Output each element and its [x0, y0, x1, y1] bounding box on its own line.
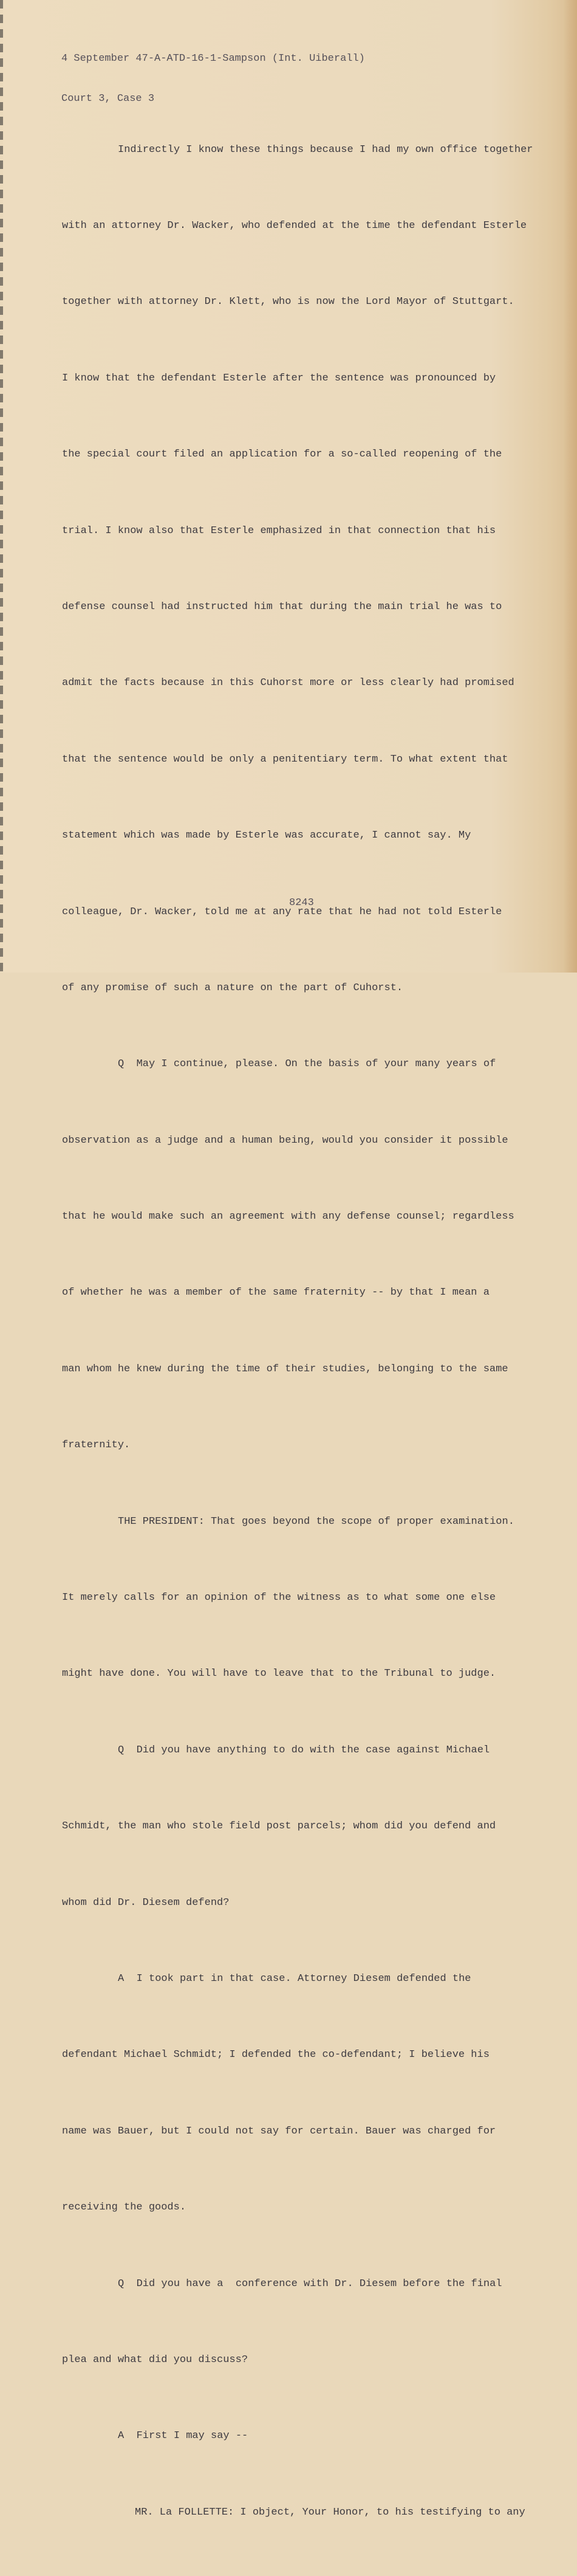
transcript-line: with an attorney Dr. Wacker, who defended at the time the defendant Esterle	[62, 219, 527, 232]
page-number: 8243	[289, 897, 314, 909]
question-line: Q Did you have anything to do with the case against Michael	[118, 1744, 490, 1756]
transcript-line: man whom he knew during the time of their studies, belonging to the same	[62, 1363, 508, 1375]
transcript-line: of any promise of such a nature on the part of Cuhorst.	[62, 982, 403, 994]
transcript-line: admit the facts because in this Cuhorst more or less clearly had promised	[62, 677, 514, 689]
answer-line: A First I may say --	[118, 2430, 248, 2442]
transcript-line: that the sentence would be only a penitentiary term. To what extent that	[62, 753, 508, 765]
transcript-body	[62, 86, 542, 2576]
transcript-line: whom did Dr. Diesem defend?	[62, 1896, 230, 1909]
page-shadow-edge	[564, 0, 577, 973]
transcript-line: name was Bauer, but I could not say for certain. Bauer was charged for	[62, 2125, 496, 2137]
transcript-line: observation as a judge and a human being, would you consider it possible	[62, 1134, 508, 1146]
transcript-line: trial. I know also that Esterle emphasized in that connection that his	[62, 525, 496, 537]
transcript-line: defense counsel had instructed him that during the main trial he was to	[62, 601, 502, 613]
transcript-line: It merely calls for an opinion of the witness as to what some one else	[62, 1592, 496, 1604]
question-line: Q May I continue, please. On the basis of your many years of	[118, 1058, 496, 1070]
transcript-line: plea and what did you discuss?	[62, 2354, 248, 2366]
header-line-date-reference: 4 September 47-A-ATD-16-1-Sampson (Int. Uiberall)	[61, 53, 365, 64]
transcript-line: might have done. You will have to leave that to the Tribunal to judge.	[62, 1668, 496, 1680]
transcript-line: defendant Michael Schmidt; I defended the co-defendant; I believe his	[62, 2049, 490, 2061]
transcript-line: colleague, Dr. Wacker, told me at any rate that he had not told Esterle	[62, 906, 502, 918]
transcript-line: Indirectly I know these things because I had my own office together	[118, 143, 533, 156]
transcript-line: the special court filed an application for a so-called reopening of the	[62, 449, 502, 461]
question-line: Q Did you have a conference with Dr. Diesem before the final	[118, 2278, 502, 2290]
transcript-line: receiving the goods.	[62, 2202, 186, 2214]
objection-line: MR. La FOLLETTE: I object, Your Honor, to his testifying to any	[135, 2506, 525, 2518]
transcript-line: fraternity.	[62, 1439, 131, 1452]
president-remark-line: THE PRESIDENT: That goes beyond the scope of proper examination.	[118, 1515, 514, 1527]
answer-line: A I took part in that case. Attorney Diesem defended the	[118, 1972, 471, 1985]
binding-edge	[0, 0, 3, 973]
transcript-line: of whether he was a member of the same fraternity -- by that I mean a	[62, 1287, 490, 1299]
header-line-court-case: Court 3, Case 3	[61, 93, 155, 105]
transcript-line: together with attorney Dr. Klett, who is now the Lord Mayor of Stuttgart.	[62, 296, 514, 308]
transcript-line: I know that the defendant Esterle after the sentence was pronounced by	[62, 372, 496, 384]
transcript-line: statement which was made by Esterle was accurate, I cannot say. My	[62, 830, 471, 842]
transcript-line: that he would make such an agreement with any defense counsel; regardless	[62, 1211, 514, 1223]
transcript-line: Schmidt, the man who stole field post parcels; whom did you defend and	[62, 1820, 496, 1833]
